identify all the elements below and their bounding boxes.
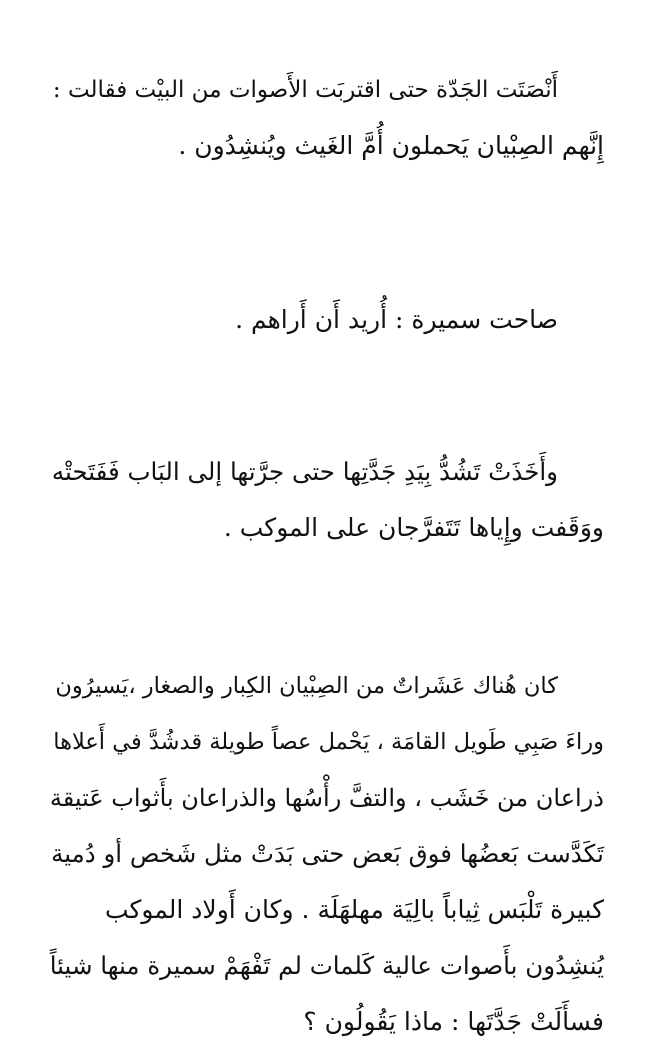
text-line: ذراعان من خَشَب ، والتفَّ رأْسُها والذراعان بأَثواب عَتيقة bbox=[49, 784, 604, 812]
text-line: يُنشِدُون بأَصوات عالية كَلمات لم تَفْهَمْ سميرة منها شيئاً bbox=[49, 951, 604, 980]
text-line: صاحت سميرة : أُريد أَن أَراهم . bbox=[235, 305, 558, 334]
paragraph-grandmother-listens bbox=[46, 62, 604, 174]
text-line: إِنَّهم الصِبْيان يَحملون أُمَّ الغَيث ويُنشِدُون . bbox=[178, 131, 604, 160]
text-line: كان هُناك عَشَراتٌ من الصِبْيان الكِبار والصغار ،يَسيرُون bbox=[55, 673, 558, 699]
paragraph-samira-shouts bbox=[46, 292, 604, 348]
paragraph-procession bbox=[46, 658, 604, 1050]
text-line: وأَخَذَتْ تَشُدُّ بِيَدِ جَدَّتِها حتى جرَّتها إلى البَاب فَفَتَحتْه bbox=[51, 457, 558, 486]
text-line: فسأَلَتْ جَدَّتَها : ماذا يَقُولُون ؟ bbox=[303, 1007, 604, 1036]
text-line: ووَقَفت وإِياها تَتَفرَّجان على الموكب . bbox=[223, 513, 604, 542]
text-line: وراءَ صَبِي طَويل القامَة ، يَحْمل عصاً طويلة قدشُدَّ في أَعلاها bbox=[53, 729, 604, 755]
text-line: كبيرة تَلْبَس ثِياباً بالِيَة مهلهَلَة . وكان أَولاد الموكب bbox=[104, 895, 604, 924]
text-line: تَكَدَّست بَعضُها فوق بَعض حتى بَدَتْ مثل شَخص أو دُمية bbox=[51, 839, 604, 868]
text-line: أَنْصَتَت الجَدّة حتى اقتربَت الأَصوات من البيْت فقالت : bbox=[52, 77, 558, 103]
paragraph-to-the-door bbox=[46, 444, 604, 556]
